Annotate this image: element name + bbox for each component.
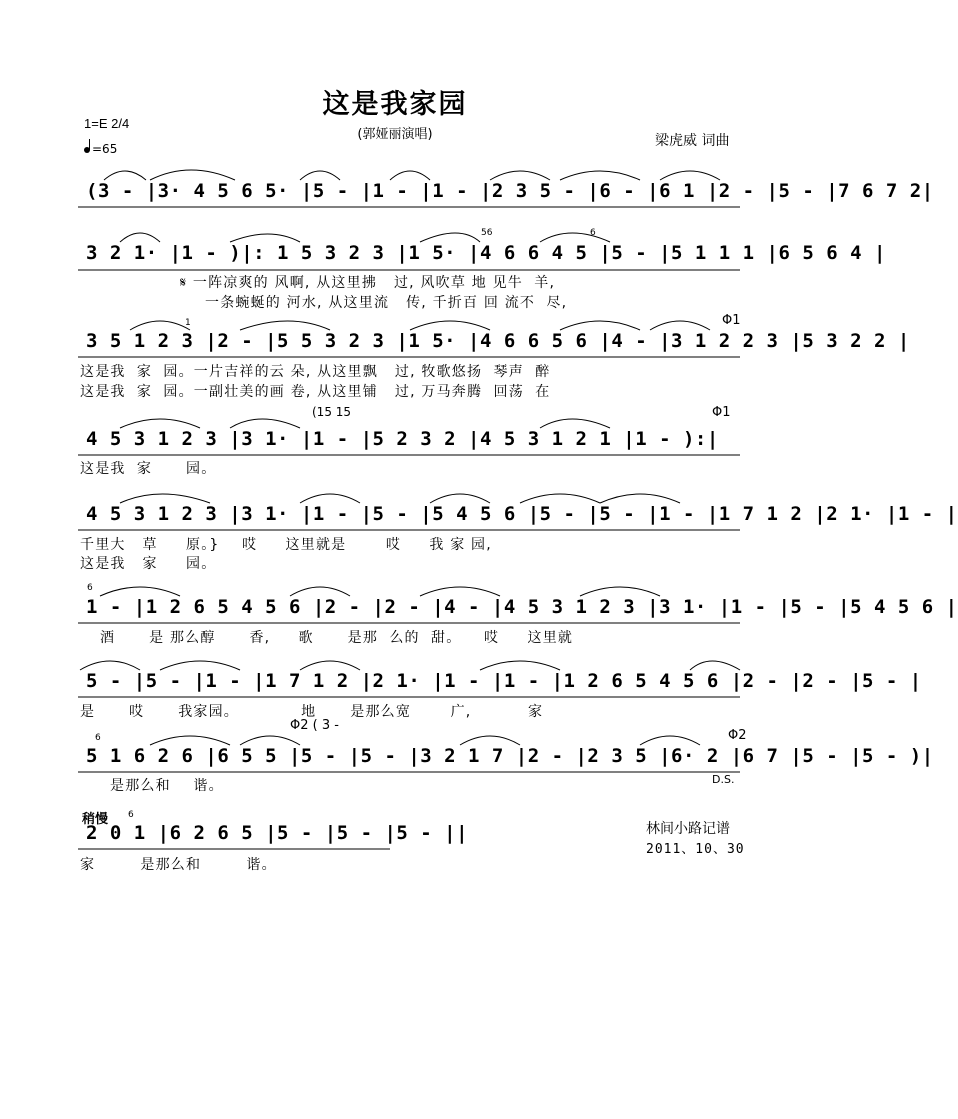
score-line-8: 5 1 6 2 6 |6 5 5 |5 - |5 - |3 2 1 7 |2 - |2 3 5 |6· 2 |6 7 |5 - |5 - )| <box>86 745 934 767</box>
grace-note-mark-5: 6 <box>95 733 101 743</box>
grace-note-mark-1: 56 <box>481 228 493 238</box>
score-line-7: 5 - |5 - |1 - |1 7 1 2 |2 1· |1 - |1 - |1 2 6 5 4 5 6 |2 - |2 - |5 - | <box>86 670 922 692</box>
score-line-1: (3 - |3· 4 5 6 5· |5 - |1 - |1 - |2 3 5 - |6 - |6 1 |2 - |5 - |7 6 7 2| <box>86 180 934 202</box>
date: 2011、10、30 <box>646 842 745 857</box>
page-title: 这是我家园 <box>322 89 468 120</box>
pickup-mark: (15 15 <box>312 405 352 419</box>
lyric-1: 𝄋 一阵凉爽的 风啊, 从这里拂 过, 风吹草 地 见牛 羊, <box>180 275 556 291</box>
coda-mark-1: Φ1 <box>722 313 741 328</box>
slow-label: 稍慢 <box>82 812 109 827</box>
lyric-9: 是 哎 我家园。 地 是那么宽 广, 家 <box>80 704 544 720</box>
grace-note-mark-4: 6 <box>87 583 93 593</box>
lyric-11: 家 是那么和 谐。 <box>80 857 277 873</box>
subtitle: (郭娅丽演唱) <box>357 127 433 142</box>
score-line-6: 1 - |1 2 6 5 4 5 6 |2 - |2 - |4 - |4 5 3 1 2 3 |3 1· |1 - |5 - |5 4 5 6 | <box>86 596 958 618</box>
key-signature: 1=E 2/4 <box>84 116 130 131</box>
coda-mark-1b: Φ1 <box>712 405 731 420</box>
lyric-10: 是那么和 谐。 <box>110 778 224 794</box>
lyric-8: 酒 是 那么醇 香, 歌 是那 么的 甜。 哎 这里就 <box>100 630 574 646</box>
lyric-3: 这是我 家 园。一片吉祥的云 朵, 从这里飘 过, 牧歌悠扬 琴声 醉 <box>80 364 551 380</box>
credit: 林间小路记谱 <box>646 821 730 837</box>
score-line-3: 3 5 1 2 3 |2 - |5 5 3 2 3 |1 5· |4 6 6 5 6 |4 - |3 1 2 2 3 |5 3 2 2 | <box>86 330 910 352</box>
grace-note-mark-2: 6 <box>590 228 596 238</box>
grace-note-mark-6: 6 <box>128 810 134 820</box>
score-line-9: 2 0 1 |6 2 6 5 |5 - |5 - |5 - || <box>86 822 469 844</box>
tempo-mark: =65 <box>84 142 117 156</box>
score-line-4: 4 5 3 1 2 3 |3 1· |1 - |5 2 3 2 |4 5 3 1 2 1 |1 - ):| <box>86 428 719 450</box>
lyric-6: 千里大 草 原。} 哎 这里就是 哎 我 家 园, <box>80 537 492 553</box>
lyric-5: 这是我 家 园。 <box>80 461 217 477</box>
grace-note-mark-3: 1 <box>185 318 191 328</box>
composer: 梁虎威 词曲 <box>655 133 730 149</box>
score-line-2: 3 2 1· |1 - )|: 1 5 3 2 3 |1 5· |4 6 6 4 5 |5 - |5 1 1 1 |6 5 6 4 | <box>86 242 886 264</box>
lyric-2: 一条蜿蜒的 河水, 从这里流 传, 千折百 回 流不 尽, <box>205 295 568 311</box>
coda-mark-2b: Φ2 <box>728 728 747 743</box>
score-line-5: 4 5 3 1 2 3 |3 1· |1 - |5 - |5 4 5 6 |5 - |5 - |1 - |1 7 1 2 |2 1· |1 - | <box>86 503 958 525</box>
lyric-4: 这是我 家 园。一副壮美的画 卷, 从这里铺 过, 万马奔腾 回荡 在 <box>80 384 551 400</box>
lyric-7: 这是我 家 园。 <box>80 556 217 572</box>
dal-segno-mark: D.S. <box>712 773 735 786</box>
coda-mark-2: Φ2 ( 3 - <box>290 718 339 733</box>
